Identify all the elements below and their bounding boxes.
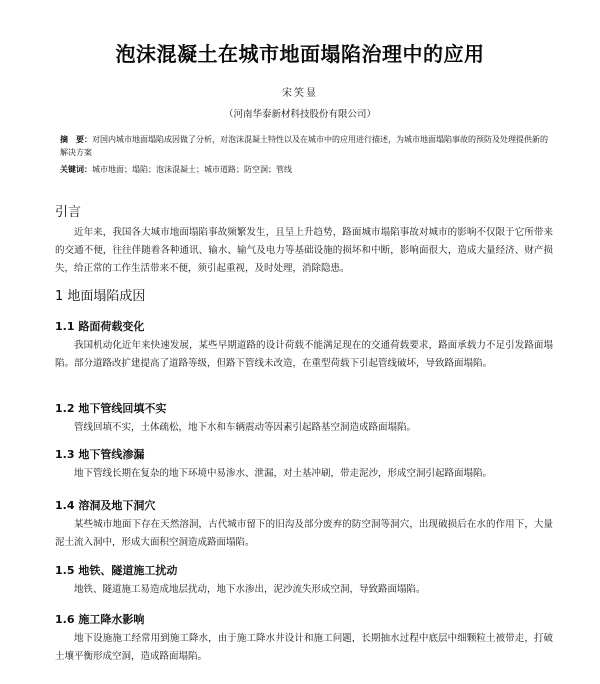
subsection-1-1-paragraph: 我国机动化近年来快速发展，某些早期道路的设计荷载不能满足现在的交通荷载要求，路面承载力不足引发路面塌陷。部分道路改扩建提高了道路等级，但路下管线未改造，在重型荷载下引起管线破坏，导致路面塌陷。: [55, 340, 553, 369]
abstract: [60, 133, 550, 159]
subsection-1-3-paragraph: 地下管线长期在复杂的地下环境中易渗水、泄漏，对土基冲刷，带走泥沙，形成空洞引起路面塌陷。: [74, 468, 493, 479]
section-heading-1: 1 地面塌陷成因: [55, 289, 146, 304]
intro-paragraph: 近年来，我国各大城市地面塌陷事故频繁发生，且呈上升趋势，路面城市塌陷事故对城市的影响不仅限于它所带来的交通不便，往往伴随着各种通讯、输水、输气及电力等基础设施的损坏和中断，影响面很大，造成大量经济、财产损失，给正常的工作生活带来不便，须引起重视，及时处理，消除隐患。: [55, 227, 553, 274]
subsection-heading-1-5: 1.5 地铁、隧道施工扰动: [55, 564, 178, 577]
keywords-label: 关键词：: [60, 165, 92, 174]
abstract-label: 摘 要：: [60, 135, 92, 144]
subsection-1-5-paragraph: 地铁、隧道施工易造成地层扰动，地下水渗出，泥沙流失形成空洞，导致路面塌陷。: [74, 584, 426, 595]
keywords-text: 城市地面；塌陷；泡沫混凝土；城市道路；防空洞；管线: [92, 165, 292, 174]
subsection-heading-1-1: 1.1 路面荷载变化: [55, 320, 145, 333]
paper-title: 泡沫混凝土在城市地面塌陷治理中的应用: [115, 42, 485, 66]
subsection-heading-1-2: 1.2 地下管线回填不实: [55, 402, 167, 415]
abstract-text: 对国内城市地面塌陷成因做了分析，对泡沫混凝土特性以及在城市中的应用进行描述，为城市地面塌陷事故的预防及处理提供新的解决方案: [60, 135, 548, 157]
keywords: [60, 163, 550, 176]
subsection-heading-1-3: 1.3 地下管线渗漏: [55, 448, 145, 461]
subsection-1-4-paragraph: 某些城市地面下存在天然溶洞，古代城市留下的旧沟及部分废弃的防空洞等洞穴，出现破损后在水的作用下，大量泥土流入洞中，形成大面积空洞造成路面塌陷。: [55, 519, 553, 548]
author-name: 宋笑显: [282, 88, 318, 99]
subsection-1-6-paragraph: 地下设施施工经常用到施工降水，由于施工降水井设计和施工问题，长期抽水过程中底层中细颗粒土被带走，打破土壤平衡形成空洞，造成路面塌陷。: [55, 633, 553, 662]
section-heading-intro: 引言: [55, 205, 82, 220]
subsection-1-2-paragraph: 管线回填不实，土体疏松，地下水和车辆震动等因素引起路基空洞造成路面塌陷。: [74, 422, 417, 433]
subsection-heading-1-4: 1.4 溶洞及地下洞穴: [55, 499, 156, 512]
subsection-heading-1-6: 1.6 施工降水影响: [55, 613, 145, 626]
author-affiliation: （河南华泰新材科技股份有限公司）: [223, 109, 376, 120]
